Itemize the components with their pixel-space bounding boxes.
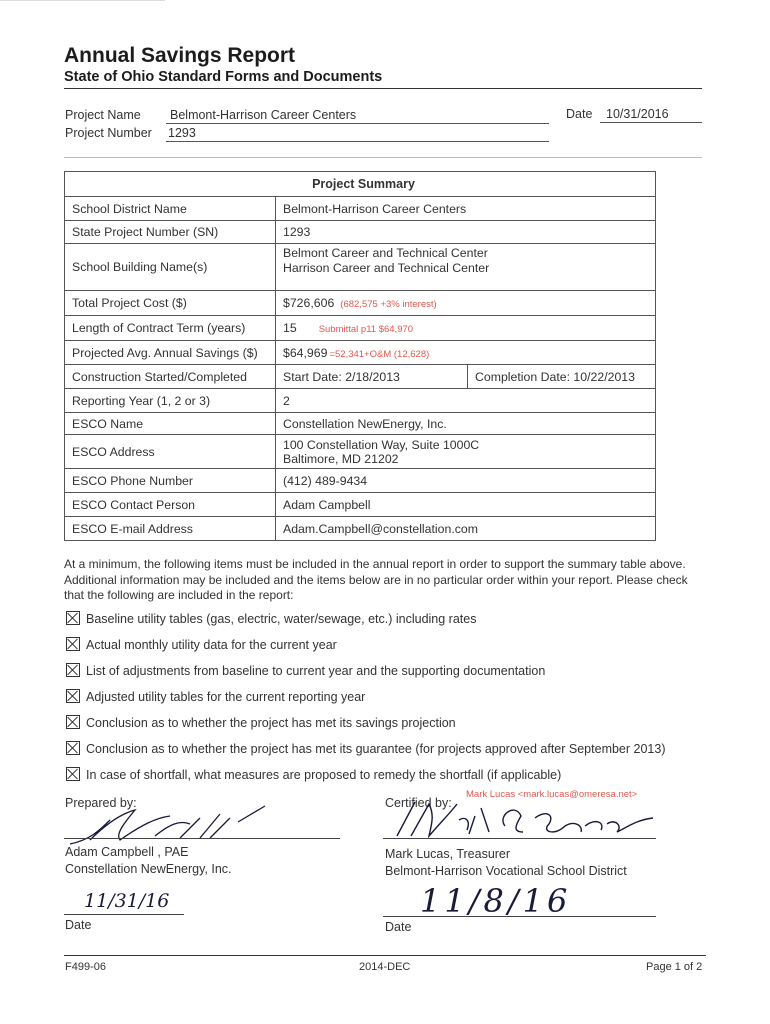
preparer-signature xyxy=(60,800,290,850)
certifier-email-note: Mark Lucas <mark.lucas@omeresa.net> xyxy=(466,789,638,800)
table-row xyxy=(65,244,656,291)
instructions-paragraph: At a minimum, the following items must be included in the annual report in order to support the summary table above. Additional information may be included and the items below are in no particular order within your report. Please check that the following are included in the report: xyxy=(64,557,688,602)
table-row xyxy=(65,197,656,221)
row-value xyxy=(276,435,656,469)
certifier-signature-line xyxy=(383,838,656,839)
table-row xyxy=(65,316,656,341)
checklist-item xyxy=(66,663,545,678)
completion-date-value: Completion Date: 10/22/2013 xyxy=(468,365,656,389)
checklist-item xyxy=(66,689,365,704)
footer-rule xyxy=(64,955,706,956)
preparer-date-label: Date xyxy=(65,918,92,932)
row-value xyxy=(276,341,656,365)
checklist-item xyxy=(66,637,337,652)
handwritten-note: =52,341+O&M (12,628) xyxy=(329,348,430,360)
page-number: Page 1 of 2 xyxy=(646,961,703,973)
row-label: State Project Number (SN) xyxy=(65,221,276,244)
project-number-value: 1293 xyxy=(168,126,196,140)
preparer-signature-line xyxy=(64,838,340,839)
checklist-item-label: In case of shortfall, what measures are proposed to remedy the shortfall (if applicable) xyxy=(86,768,562,782)
checked-box-icon[interactable] xyxy=(66,611,80,625)
scan-edge-line xyxy=(0,0,165,1)
certifier-org: Belmont-Harrison Vocational School District xyxy=(385,864,627,878)
row-value: Adam Campbell xyxy=(276,493,656,517)
checklist-item-label: Conclusion as to whether the project has met its guarantee (for projects approved after September 2013) xyxy=(86,742,666,756)
preparer-org: Constellation NewEnergy, Inc. xyxy=(65,862,232,876)
certifier-name: Mark Lucas, Treasurer xyxy=(385,847,511,861)
esco-address-line1: 100 Constellation Way, Suite 1000C xyxy=(283,437,480,452)
row-label: Total Project Cost ($) xyxy=(65,291,276,316)
building-name-2: Harrison Career and Technical Center xyxy=(283,261,490,275)
form-id: F499-06 xyxy=(65,961,106,973)
building-name-1: Belmont Career and Technical Center xyxy=(283,246,488,260)
date-value: 10/31/2016 xyxy=(606,107,669,121)
checked-box-icon[interactable] xyxy=(66,689,80,703)
certifier-date-line xyxy=(383,916,656,917)
checklist-item-label: Adjusted utility tables for the current reporting year xyxy=(86,690,366,704)
project-summary-table xyxy=(64,171,656,541)
row-label: School Building Name(s) xyxy=(65,244,276,291)
checked-box-icon[interactable] xyxy=(66,741,80,755)
checked-box-icon[interactable] xyxy=(66,637,80,651)
checked-box-icon[interactable] xyxy=(66,715,80,729)
table-row xyxy=(65,365,656,389)
start-date-value: Start Date: 2/18/2013 xyxy=(276,365,468,389)
checklist-item xyxy=(66,611,476,626)
certifier-date-handwritten: 11/8/16 xyxy=(420,882,572,920)
row-label: ESCO E-mail Address xyxy=(65,517,276,541)
project-name-value: Belmont-Harrison Career Centers xyxy=(170,108,357,122)
table-row xyxy=(65,493,656,517)
row-label: ESCO Phone Number xyxy=(65,469,276,493)
row-value xyxy=(276,244,656,291)
report-subtitle: State of Ohio Standard Forms and Documents xyxy=(64,69,383,85)
row-label: School District Name xyxy=(65,197,276,221)
annual-savings-value: $64,969 xyxy=(283,345,328,360)
esco-address-line2: Baltimore, MD 21202 xyxy=(283,451,399,466)
row-value: 2 xyxy=(276,389,656,413)
row-value: (412) 489-9434 xyxy=(276,469,656,493)
section-rule xyxy=(64,157,702,158)
checklist-item xyxy=(66,741,666,756)
row-value: 1293 xyxy=(276,221,656,244)
form-revision: 2014-DEC xyxy=(359,961,411,973)
row-label: ESCO Address xyxy=(65,435,276,469)
prepared-by-label: Prepared by: xyxy=(65,796,137,810)
row-value: Constellation NewEnergy, Inc. xyxy=(276,413,656,435)
preparer-name: Adam Campbell , PAE xyxy=(65,845,189,859)
table-row xyxy=(65,291,656,316)
row-value xyxy=(276,291,656,316)
checklist-item-label: Baseline utility tables (gas, electric, water/sewage, etc.) including rates xyxy=(86,612,477,626)
checked-box-icon[interactable] xyxy=(66,663,80,677)
report-title: Annual Savings Report xyxy=(64,44,296,67)
certifier-date-label: Date xyxy=(385,920,412,934)
preparer-date-line xyxy=(64,914,184,915)
handwritten-note: (682,575 +3% interest) xyxy=(340,299,437,310)
row-value xyxy=(276,316,656,341)
table-row xyxy=(65,517,656,541)
checklist-item xyxy=(66,767,561,782)
checklist-item-label: Actual monthly utility data for the current year xyxy=(86,638,337,652)
table-row xyxy=(65,435,656,469)
row-value: Belmont-Harrison Career Centers xyxy=(276,197,656,221)
row-label: ESCO Name xyxy=(65,413,276,435)
preparer-date-handwritten: 11/31/16 xyxy=(84,890,170,912)
checklist-item-label: Conclusion as to whether the project has met its savings projection xyxy=(86,716,456,730)
certified-by-label: Certified by: xyxy=(385,796,452,810)
header-rule xyxy=(64,88,702,89)
date-underline xyxy=(600,122,702,123)
table-row xyxy=(65,469,656,493)
table-row xyxy=(65,389,656,413)
table-row xyxy=(65,341,656,365)
total-cost-value: $726,606 xyxy=(283,296,335,310)
table-row xyxy=(65,221,656,244)
row-label: Reporting Year (1, 2 or 3) xyxy=(65,389,276,413)
contract-term-value: 15 xyxy=(283,321,297,335)
checklist-item-label: List of adjustments from baseline to current year and the supporting documentation xyxy=(86,664,546,678)
handwritten-note: Submittal p11 $64,970 xyxy=(318,324,414,335)
project-name-label: Project Name xyxy=(65,108,141,122)
row-label: Length of Contract Term (years) xyxy=(65,316,276,341)
project-number-underline xyxy=(166,141,549,142)
checklist-item xyxy=(66,715,456,730)
table-row xyxy=(65,413,656,435)
summary-heading: Project Summary xyxy=(65,172,656,197)
date-label: Date xyxy=(566,107,593,121)
row-value: Adam.Campbell@constellation.com xyxy=(276,517,656,541)
row-label: Projected Avg. Annual Savings ($) xyxy=(65,341,276,365)
project-name-underline xyxy=(166,123,549,124)
row-label: Construction Started/Completed xyxy=(65,365,276,389)
row-label: ESCO Contact Person xyxy=(65,493,276,517)
checked-box-icon[interactable] xyxy=(66,767,80,781)
project-number-label: Project Number xyxy=(65,126,152,140)
